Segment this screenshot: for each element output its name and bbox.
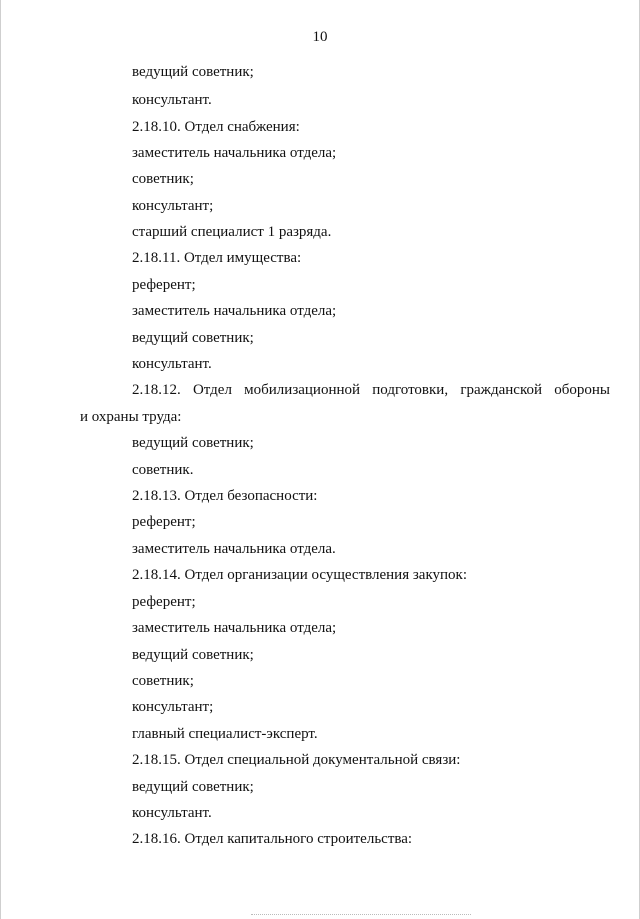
section-heading: 2.18.12. Отдел мобилизационной подготовки, гражданской обороны bbox=[132, 382, 610, 398]
scan-artifact bbox=[251, 914, 471, 917]
section-heading-continuation: и охраны труда: bbox=[80, 409, 182, 425]
section-heading: 2.18.14. Отдел организации осуществления закупок: bbox=[132, 567, 467, 583]
section-heading: 2.18.13. Отдел безопасности: bbox=[132, 488, 318, 504]
list-item: советник. bbox=[132, 462, 194, 478]
list-item: заместитель начальника отдела; bbox=[132, 620, 337, 636]
section-heading: 2.18.10. Отдел снабжения: bbox=[132, 119, 300, 135]
list-item: референт; bbox=[132, 594, 196, 610]
list-item: ведущий советник; bbox=[132, 779, 254, 795]
list-item: заместитель начальника отдела. bbox=[132, 541, 336, 557]
section-heading: 2.18.16. Отдел капитального строительства: bbox=[132, 831, 413, 847]
list-item: советник; bbox=[132, 673, 194, 689]
list-item: ведущий советник; bbox=[132, 330, 254, 346]
section-heading: 2.18.11. Отдел имущества: bbox=[132, 250, 302, 266]
page-number: 10 bbox=[312, 29, 328, 45]
list-item: главный специалист-эксперт. bbox=[132, 726, 318, 742]
list-item: консультант; bbox=[132, 699, 214, 715]
list-item: консультант. bbox=[132, 92, 212, 108]
list-item: старший специалист 1 разряда. bbox=[132, 224, 332, 240]
list-item: заместитель начальника отдела; bbox=[132, 303, 337, 319]
list-item: консультант; bbox=[132, 198, 214, 214]
list-item: референт; bbox=[132, 277, 196, 293]
list-item: референт; bbox=[132, 514, 196, 530]
list-item: ведущий советник; bbox=[132, 64, 254, 80]
section-heading: 2.18.15. Отдел специальной документальной связи: bbox=[132, 752, 461, 768]
list-item: ведущий советник; bbox=[132, 647, 254, 663]
list-item: консультант. bbox=[132, 356, 212, 372]
list-item: ведущий советник; bbox=[132, 435, 254, 451]
list-item: консультант. bbox=[132, 805, 212, 821]
list-item: заместитель начальника отдела; bbox=[132, 145, 337, 161]
list-item: советник; bbox=[132, 171, 194, 187]
